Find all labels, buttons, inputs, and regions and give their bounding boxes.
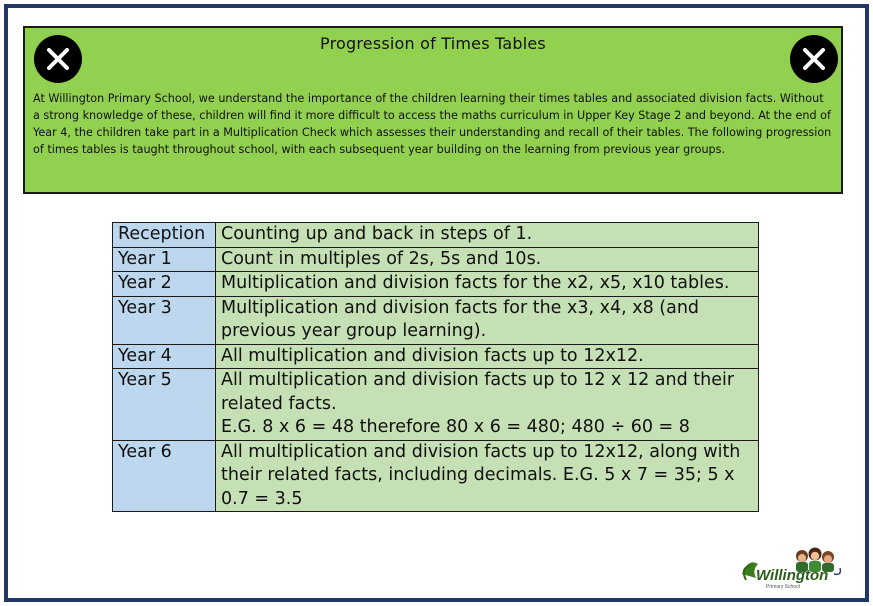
table-row [113,296,759,344]
table-row [113,369,759,441]
table-row [113,247,759,272]
description-text: Multiplication and division facts for the x2, x5, x10 tables. [221,273,730,293]
example-text: E.G. 8 x 6 = 48 therefore 80 x 6 = 480; 480 ÷ 60 = 8 [221,417,690,437]
progression-table [112,222,759,512]
close-button-right[interactable] [790,35,838,83]
close-icon [801,46,827,72]
description-text: All multiplication and division facts up to 12x12. [221,345,644,366]
table-row [113,440,759,512]
table-row [113,344,759,369]
table-row [113,223,759,248]
logo-subtext: Primary School [766,584,800,590]
year-cell: Year 1 [113,247,216,272]
year-cell: Year 4 [113,344,216,369]
year-cell: Reception [113,223,216,248]
table-row [113,272,759,297]
description-text: Counting up and back in steps of 1. [221,224,533,244]
description-cell [216,296,759,344]
school-logo [738,544,846,590]
year-cell: Year 6 [113,440,216,512]
description-cell [216,272,759,297]
page-title: Progression of Times Tables [320,34,546,53]
description-text: All multiplication and division facts up to 12 x 12 and their related facts. [221,370,735,414]
description-cell [216,440,759,512]
intro-paragraph: At Willington Primary School, we understand the importance of the children learning their times tables and associated division facts. Without a strong knowledge of these, children will find it more difficult to access the maths curriculum in Upper Key Stage 2 and beyond. At the end of Year 4, the children take part in a Multiplication Check which assesses their understanding and recall of their tables. The following progression of times tables is taught throughout school, with each subsequent year building on the learning from previous year groups. [33,92,832,156]
year-cell: Year 3 [113,296,216,344]
year-cell: Year 5 [113,369,216,441]
year-cell: Year 2 [113,272,216,297]
intro-banner [23,26,843,194]
description-cell [216,344,759,369]
description-cell [216,223,759,248]
description-text: Count in multiples of 2s, 5s and 10s. [221,248,542,269]
logo-text: Willington [756,567,829,584]
description-cell [216,247,759,272]
description-text: Multiplication and division facts for the x3, x4, x8 (and previous year group learning). [221,297,700,341]
description-cell [216,369,759,441]
description-text: All multiplication and division facts up to 12x12, along with their related facts, including decimals. E.G. 5 x 7 = 35; 5 x 0.7 = 3.5 [221,441,741,509]
